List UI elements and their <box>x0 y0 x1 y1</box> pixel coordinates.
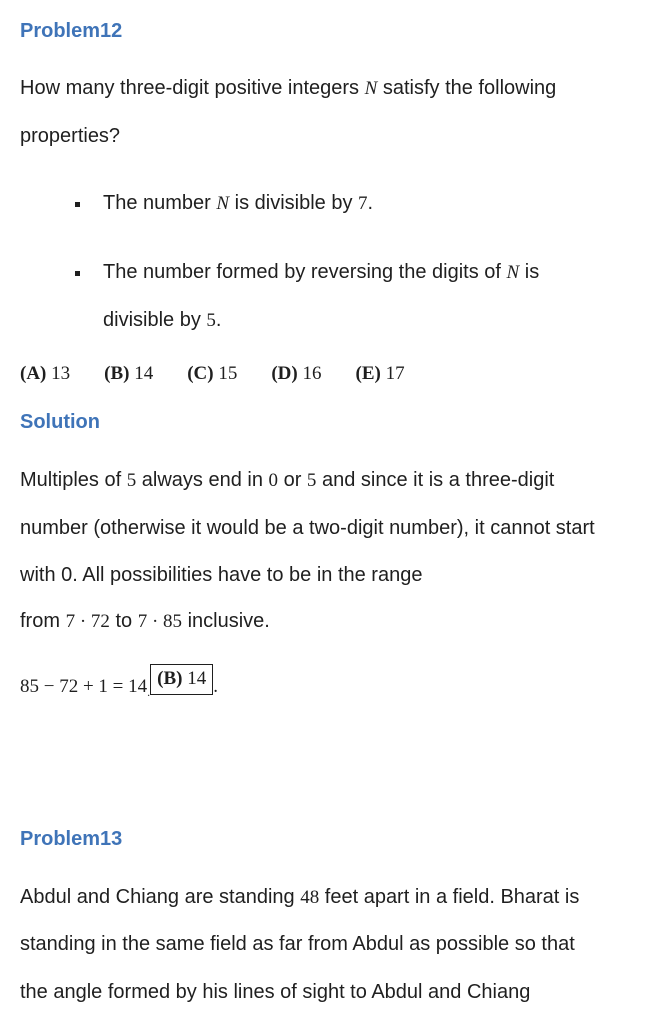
choice-letter: (D) <box>271 363 298 384</box>
choice-value: 16 <box>302 363 322 384</box>
math-num: 7 <box>358 193 368 214</box>
choice-value: 15 <box>218 363 238 384</box>
problem13-line2: standing in the same field as far from Abdul as possible so that <box>20 933 575 955</box>
text: is divisible by <box>229 192 359 214</box>
answer-letter: (B) <box>157 668 183 689</box>
math-punct: . <box>213 676 218 697</box>
text: divisible by <box>103 309 207 331</box>
choice-value: 14 <box>134 363 154 384</box>
text: is <box>519 261 540 283</box>
solution-heading: Solution <box>20 411 100 433</box>
text: How many three-digit positive integers <box>20 77 365 99</box>
text: Abdul and Chiang are standing <box>20 886 301 908</box>
math-num: 5 <box>206 310 216 331</box>
problem12-bullet2-line1 <box>103 260 539 285</box>
text: satisfy the following <box>377 77 557 99</box>
answer-value: 14 <box>187 668 207 689</box>
problem12-bullet2-line2 <box>103 308 221 333</box>
text: to <box>109 610 138 632</box>
choice-a <box>20 362 70 386</box>
solution-line4 <box>20 609 270 634</box>
math-var: N <box>506 262 520 283</box>
math-num: 0 <box>268 470 279 491</box>
solution-line1 <box>20 468 554 493</box>
choice-b <box>104 362 153 386</box>
math-num: 5 <box>306 470 317 491</box>
math-punct: . <box>147 685 151 699</box>
math-equation: 85 − 72 + 1 = 14 <box>20 676 148 697</box>
text: The number formed by reversing the digits of <box>103 261 507 283</box>
choice-letter: (A) <box>20 363 47 384</box>
text: inclusive. <box>182 610 270 632</box>
math-var: N <box>364 78 378 99</box>
math-num: 5 <box>126 470 137 491</box>
solution-line2: number (otherwise it would be a two-digit number), it cannot start <box>20 517 595 539</box>
choice-value: 17 <box>385 363 405 384</box>
solution-equation-line <box>20 668 218 703</box>
problem13-line1 <box>20 885 579 910</box>
text: The number <box>103 192 217 214</box>
text: Multiples of <box>20 469 127 491</box>
math-expr: 7 · 72 <box>65 611 110 632</box>
choice-d <box>271 362 321 386</box>
math-expr: 7 · 85 <box>137 611 183 632</box>
text: and since it is a three-digit <box>316 469 555 491</box>
bullet-marker <box>75 202 80 207</box>
text: . <box>367 192 374 214</box>
problem12-question-line1 <box>20 76 556 101</box>
choice-value: 13 <box>51 363 71 384</box>
text: feet apart in a field. Bharat is <box>319 886 580 908</box>
bullet-marker <box>75 271 80 276</box>
choice-letter: (C) <box>187 363 214 384</box>
choice-e <box>356 362 405 386</box>
choice-letter: (B) <box>104 363 130 384</box>
problem12-heading: Problem12 <box>20 20 123 42</box>
answer-choices <box>20 362 439 386</box>
choice-letter: (E) <box>355 363 381 384</box>
text: . <box>215 309 222 331</box>
math-num: 48 <box>300 887 320 908</box>
text: from <box>20 610 66 632</box>
boxed-answer <box>150 664 213 695</box>
problem12-question-line2: properties? <box>20 125 121 147</box>
problem13-line3: the angle formed by his lines of sight to Abdul and Chiang <box>20 981 531 1003</box>
solution-line3: with 0. All possibilities have to be in the range <box>20 564 423 586</box>
math-var: N <box>216 193 230 214</box>
problem13-heading: Problem13 <box>20 828 123 850</box>
text: or <box>278 469 307 491</box>
text: always end in <box>136 469 269 491</box>
choice-c <box>187 362 237 386</box>
problem12-bullet1 <box>103 191 373 216</box>
